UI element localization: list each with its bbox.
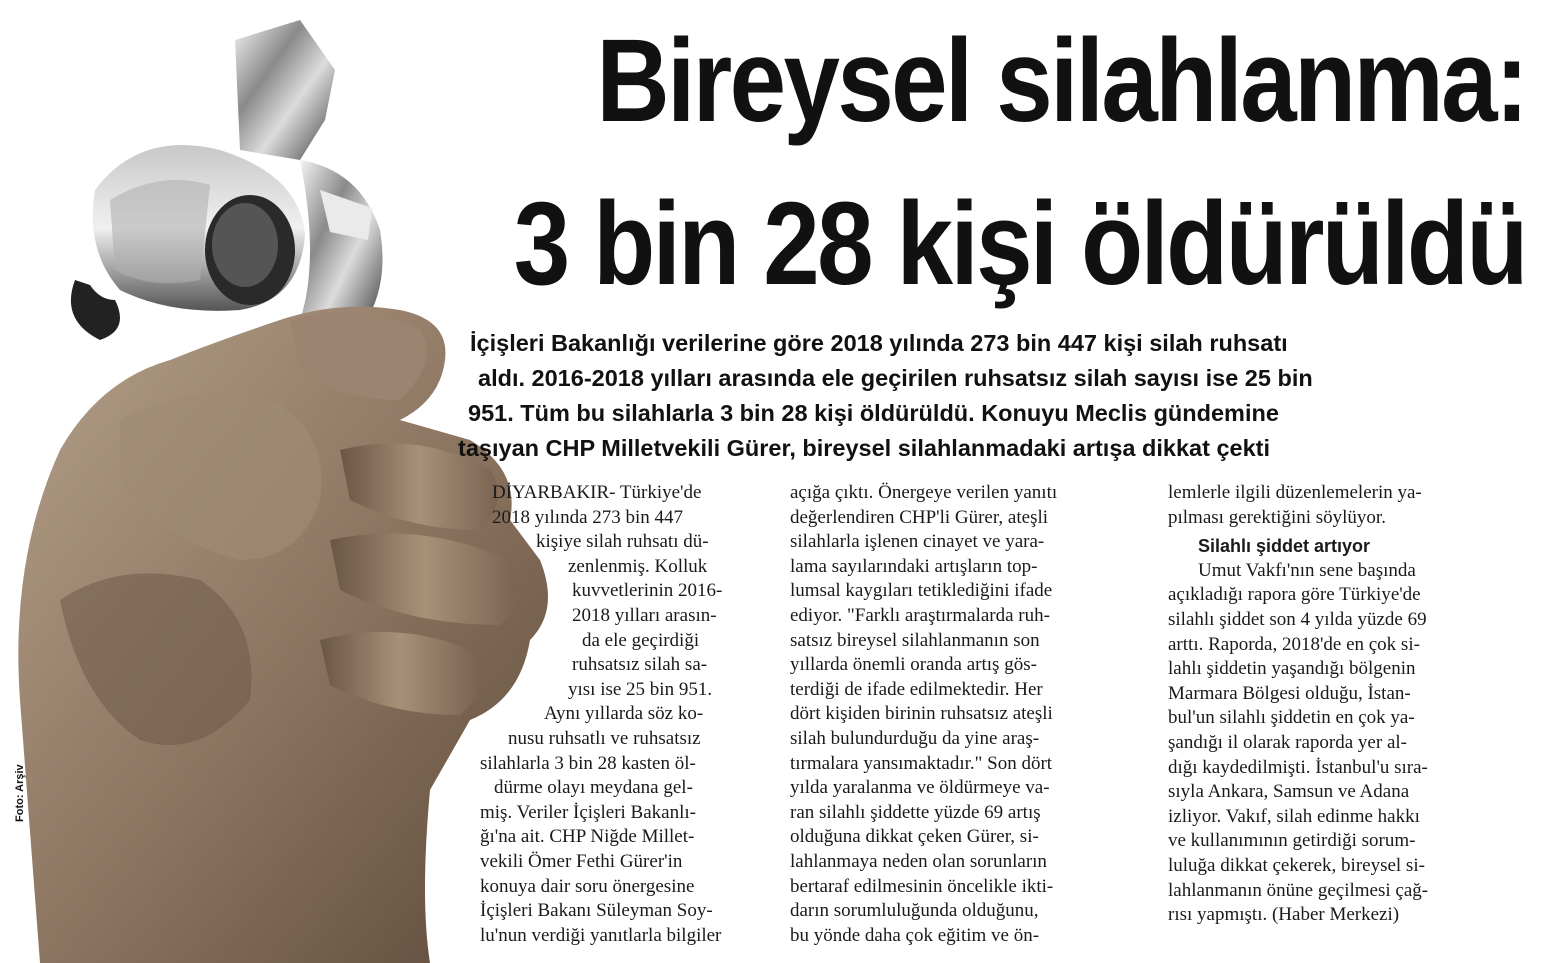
photo-credit: Foto: Arşiv xyxy=(14,764,26,822)
headline-line-1: Bireysel silahlanma: xyxy=(596,15,1526,147)
text-line: bul'un silahlı şiddetin en çok ya- xyxy=(1168,707,1415,729)
text-line: dürme olayı meydana gel- xyxy=(494,777,693,799)
text-line: vekili Ömer Fethi Gürer'in xyxy=(480,850,683,872)
text-line: silahlarla 3 bin 28 kasten öl- xyxy=(480,752,696,774)
lead-paragraph xyxy=(458,326,1530,466)
text-line: bu yönde daha çok eğitim ve ön- xyxy=(790,924,1040,946)
text-line: ve kullanımının getirdiği sorum- xyxy=(1168,830,1416,852)
text-line: olduğuna dikkat çeken Gürer, si- xyxy=(790,826,1039,848)
lead-line: taşıyan CHP Milletvekili Gürer, bireysel silahlanmadaki artışa dikkat çekti xyxy=(458,435,1271,461)
text-line: Umut Vakfı'nın sene başında xyxy=(1198,559,1416,581)
text-line: luluğa dikkat çekerek, bireysel si- xyxy=(1168,854,1425,876)
text-line: silah bulundurduğu da yine araş- xyxy=(790,727,1040,749)
text-line: nusu ruhsatlı ve ruhsatsız xyxy=(508,727,701,749)
text-line: da ele geçirdiği xyxy=(582,629,700,651)
text-line: ruhsatsız silah sa- xyxy=(572,654,708,676)
text-line: Aynı yıllarda söz ko- xyxy=(544,703,704,725)
text-line: şandığı il olarak raporda yer al- xyxy=(1168,731,1407,753)
lead-line: aldı. 2016-2018 yılları arasında ele geçirilen ruhsatsız silah sayısı ise 25 bin xyxy=(478,365,1313,391)
text-line: İçişleri Bakanı Süleyman Soy- xyxy=(480,900,713,922)
text-line: pılması gerektiğini söylüyor. xyxy=(1168,506,1386,528)
text-line: ediyor. "Farklı araştırmalarda ruh- xyxy=(790,604,1050,626)
text-line: silahlarla işlenen cinayet ve yara- xyxy=(790,531,1045,553)
text-line: ğı'na ait. CHP Niğde Millet- xyxy=(480,826,695,848)
text-line: lu'nun verdiği yanıtlarla bilgiler xyxy=(480,924,722,946)
text-line: açıkladığı rapora göre Türkiye'de xyxy=(1168,584,1421,606)
headline-line-2: 3 bin 28 kişi öldürüldü xyxy=(513,178,1526,310)
text-line: açığa çıktı. Önergeye verilen yanıtı xyxy=(790,482,1058,503)
text-line: DİYARBAKIR- Türkiye'de xyxy=(492,482,702,503)
lead-line: 951. Tüm bu silahlarla 3 bin 28 kişi öldürüldü. Konuyu Meclis gündemine xyxy=(468,400,1279,426)
text-line: lahlanmaya neden olan sorunların xyxy=(790,850,1047,872)
text-line: konuya dair soru önergesine xyxy=(480,875,695,897)
text-line: tırmalara yansımaktadır." Son dört xyxy=(790,752,1053,774)
text-line: lahlanmanın önüne geçilmesi çağ- xyxy=(1168,879,1429,901)
text-line: lemlerle ilgili düzenlemelerin ya- xyxy=(1168,482,1422,503)
text-line: ran silahlı şiddette yüzde 69 artış xyxy=(790,801,1041,823)
text-line: dığı kaydedilmişti. İstanbul'u sıra- xyxy=(1168,756,1428,778)
text-line: lama sayılarındaki artışların top- xyxy=(790,555,1038,577)
text-line: darın sorumluluğunda olduğunu, xyxy=(790,900,1039,922)
text-line: arttı. Raporda, 2018'de en çok si- xyxy=(1168,633,1420,655)
text-line: terdiği de ifade edilmektedir. Her xyxy=(790,678,1043,700)
revolver-hand-photo xyxy=(0,0,560,963)
text-line: zenlenmiş. Kolluk xyxy=(568,555,708,577)
article-column-2 xyxy=(790,481,1160,948)
text-line: kuvvetlerinin 2016- xyxy=(572,580,723,602)
text-line: rısı yapmıştı. (Haber Merkezi) xyxy=(1168,904,1400,926)
text-line: dört kişiden birinin ruhsatsız ateşli xyxy=(790,703,1053,725)
text-line: yılda yaralanma ve öldürmeye va- xyxy=(790,777,1050,799)
subheading: Silahlı şiddet artıyor xyxy=(1198,536,1371,557)
text-line: değerlendiren CHP'li Gürer, ateşli xyxy=(790,506,1049,528)
lead-line: İçişleri Bakanlığı verilerine göre 2018 yılında 273 bin 447 kişi silah ruhsatı xyxy=(470,330,1288,356)
text-line: bertaraf edilmesinin öncelikle ikti- xyxy=(790,875,1054,897)
text-line: izliyor. Vakıf, silah edinme hakkı xyxy=(1168,805,1420,827)
text-line: kişiye silah ruhsatı dü- xyxy=(536,531,709,553)
text-line: Marmara Bölgesi olduğu, İstan- xyxy=(1168,682,1411,704)
text-line: 2018 yılları arasın- xyxy=(572,604,717,626)
article-column-1 xyxy=(480,481,780,948)
text-line: lahlı şiddetin yaşandığı bölgenin xyxy=(1168,658,1416,680)
text-line: silahlı şiddet son 4 yılda yüzde 69 xyxy=(1168,608,1427,630)
article-column-3 xyxy=(1168,481,1538,928)
text-line: yısı ise 25 bin 951. xyxy=(568,678,713,700)
text-line: lumsal kaygıları tetiklediğini ifade xyxy=(790,580,1053,602)
text-line: satsız bireysel silahlanmanın son xyxy=(790,629,1040,651)
text-line: miş. Veriler İçişleri Bakanlı- xyxy=(480,801,696,823)
text-line: yıllarda önemli oranda artış gös- xyxy=(790,654,1037,676)
text-line: 2018 yılında 273 bin 447 xyxy=(492,506,684,528)
text-line: sıyla Ankara, Samsun ve Adana xyxy=(1168,781,1410,803)
